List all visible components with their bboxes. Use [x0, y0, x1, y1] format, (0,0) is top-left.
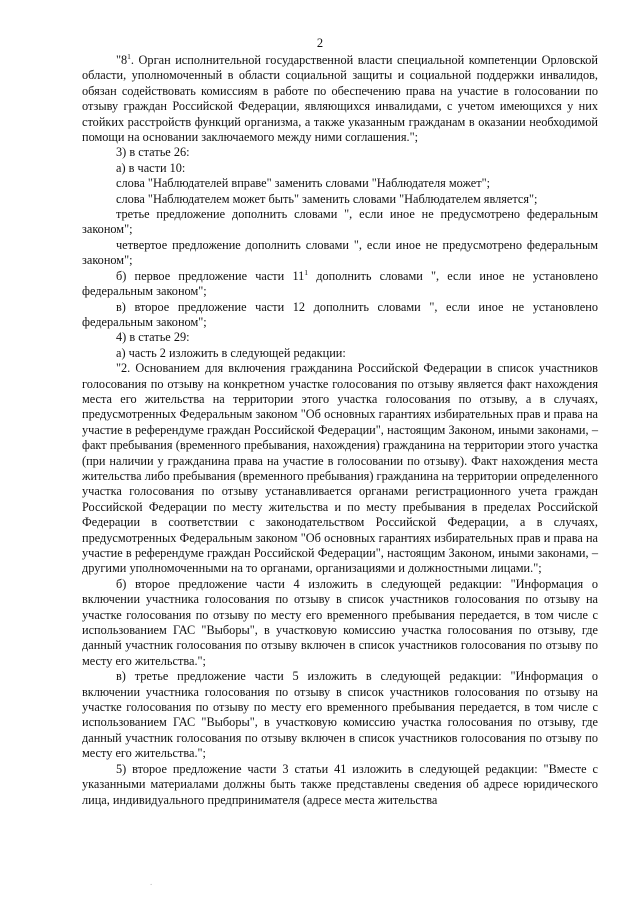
paragraph-part-2-text: "2. Основанием для включения гражданина Российской Федерации в список участников голосования по отзыву на конкретном участке голосования по отзыву является факт нахождения места его жительства на территории этого участка голосования по отзыву, а в случаях, предусмотренных Федеральным законом "Об основных гарантиях избирательных прав и права на участие в референдуме граждан Российской Федерации", настоящим Законом, иными законами, – факт пребывания (временного пребывания, нахождения) гражданина на территории этого участка (при наличии у гражданина права на участие в голосовании по отзыву). Факт нахождения места жительства либо пребывания (временного пребывания) гражданина на территории определенного участка голосования по отзыву устанавливается органами регистрационного учета граждан Российской Федерации по месту жительства и по месту пребывания в пределах Российской Федерации в соответствии с законодательством Российской Федерации, а в случаях, предусмотренных Федеральным законом "Об основных гарантиях избирательных прав и права на участие в референдуме граждан Российской Федерации", настоящим Законом, иными законами, – другими уполномоченными на то органами, организациями и должностными лицами.";: [82, 361, 598, 576]
paragraph-item-4: 4) в статье 29:: [116, 330, 190, 345]
paragraph-item-5: 5) второе предложение части 3 статьи 41 изложить в следующей редакции: "Вместе с указанными материалами должны быть также представлены сведения об адресе юридического лица, индивидуального предпринимателя (адресе места жительства: [82, 761, 598, 807]
paragraph-article-8-1: "$8^1$. Орган исполнительной государственной власти специальной компетенции Орловской области, уполномоченный в области социальной защиты и социальной поддержки инвалидов, обязан содействовать комиссиям в работе по обеспечению права на участие в голосовании по отзыву граждан Российской Федерации, являющихся инвалидами, с учетом имеющихся у них стойких расстройств функций организма, а также указанным гражданам в оказании необходимой помощи на основании заключаемого между ними соглашения.";: [82, 51, 598, 145]
paragraph-subitem-b: б) первое предложение части $11^1$ дополнить словами ", если иное не установлено федеральным законом";: [82, 267, 598, 299]
superscript: 1: [304, 267, 309, 277]
paragraph-item-3: 3) в статье 26:: [116, 145, 190, 160]
paragraph-replace-2: слова "Наблюдателем может быть" заменить словами "Наблюдателем является";: [116, 191, 538, 206]
paragraph-subitem-v: в) второе предложение части 12 дополнить словами ", если иное не установлено федеральным законом";: [82, 299, 598, 329]
document-body: [82, 53, 598, 808]
paragraph-subitem-a: а) в части 10:: [116, 160, 186, 175]
page-number: 2: [316, 36, 324, 50]
scan-speck: .: [150, 877, 153, 887]
paragraph-replace-1: слова "Наблюдателей вправе" заменить словами "Наблюдателя может";: [116, 176, 491, 191]
paragraph-third-sentence: третье предложение дополнить словами ", если иное не предусмотрено федеральным законом";: [82, 207, 598, 237]
paragraph-subitem-v-2: в) третье предложение части 5 изложить в следующей редакции: "Информация о включении участника голосования по отзыву в список участников голосования по отзыву на участке голосования по отзыву по месту его временного пребывания передается, в том числе с использованием ГАС "Выборы", в участковую комиссию участка голосования по отзыву, где данный участник голосования по отзыву включен в список участников голосования по отзыву по месту его жительства.";: [82, 669, 598, 761]
paragraph-subitem-b-2: б) второе предложение части 4 изложить в следующей редакции: "Информация о включении участника голосования по отзыву в список участников голосования по отзыву на участке голосования по отзыву по месту его временного пребывания передается, в том числе с использованием ГАС "Выборы", в участковую комиссию участка голосования по отзыву, где данный участник голосования по отзыву включен в список участников голосования по отзыву по месту его жительства.";: [82, 576, 598, 668]
paragraph-fourth-sentence: четвертое предложение дополнить словами ", если иное не предусмотрено федеральным законом";: [82, 237, 598, 268]
superscript: 1: [127, 51, 131, 61]
paragraph-subitem-a-2: а) часть 2 изложить в следующей редакции:: [116, 345, 346, 360]
